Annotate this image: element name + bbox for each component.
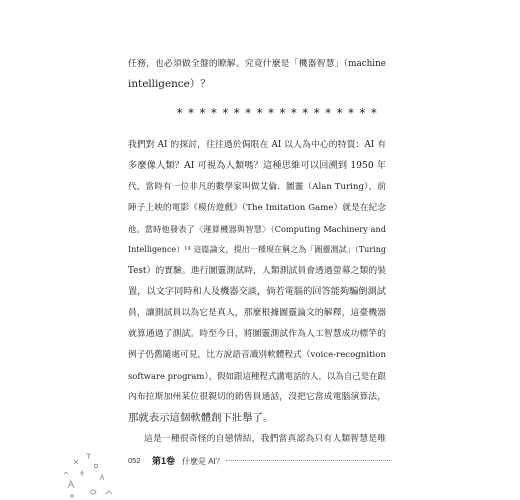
text-line-1: 任務，也必須做全盤的瞭解。究竟什麼是「機器智慧」（machine: [128, 59, 386, 69]
section-separator: ******************: [176, 106, 382, 120]
page-footer: [0, 456, 520, 476]
chapter-title: 什麼是 AI？: [182, 457, 224, 466]
chapter-label: 第1卷: [152, 456, 176, 466]
text-line-5: 代，當時有一位非凡的數學家叫做艾倫．圖靈（Alan Turing），前: [128, 182, 386, 192]
text-line-6: 陣子上映的電影《模仿遊戲》（The Imitation Game）就是在紀念: [128, 203, 386, 213]
text-line-16: 那就表示這個軟體創下壯舉了。: [128, 412, 274, 424]
text-line-7: 他。當時他發表了〈運算機器與智慧〉（Computing Machinery and: [128, 224, 386, 234]
text-line-9: Test）的實驗。進行圖靈測試時，人類測試員會透過螢幕之類的裝: [128, 266, 386, 276]
text-line-14: software program），假如跟這種程式講電話的人，以為自己是在跟: [128, 371, 386, 381]
text-line-3: 我們對 AI 的探討，往往過於侷限在 AI 以人為中心的特質：AI 有: [128, 140, 386, 150]
text-line-12: 就算通過了測試。時至今日，將圖靈測試作為人工智慧成功標竿的: [128, 329, 386, 339]
text-line-8: Intelligence）¹⁴ 這篇論文，提出一種現在稱之為「圖靈測試」（Turing: [128, 245, 386, 254]
text-line-4: 多麼像人類？AI 可視為人類嗎？這種思維可以回溯到 1950 年: [128, 160, 386, 171]
text-line-17: 這是一種很奇怪的自戀情結，我們當真認為只有人類智慧是唯: [144, 434, 386, 444]
text-line-2: intelligence）？: [128, 78, 211, 90]
page-number: 052: [128, 456, 141, 465]
text-line-11: 員，讓測試員以為它是真人，那麼根據圖靈論文的解釋，這臺機器: [128, 308, 386, 318]
footer-rule: [226, 460, 392, 461]
text-line-10: 置，以文字同時和人及機器交談，倘若電腦的回答能夠騙倒測試: [128, 286, 386, 297]
text-line-15: 內布拉斯加州某位很親切的銷售員通話，沒把它當成電腦演算法，: [128, 392, 386, 402]
text-line-13: 例子仍舊隨處可見，比方說語音識別軟體程式（voice-recognition: [128, 350, 386, 360]
